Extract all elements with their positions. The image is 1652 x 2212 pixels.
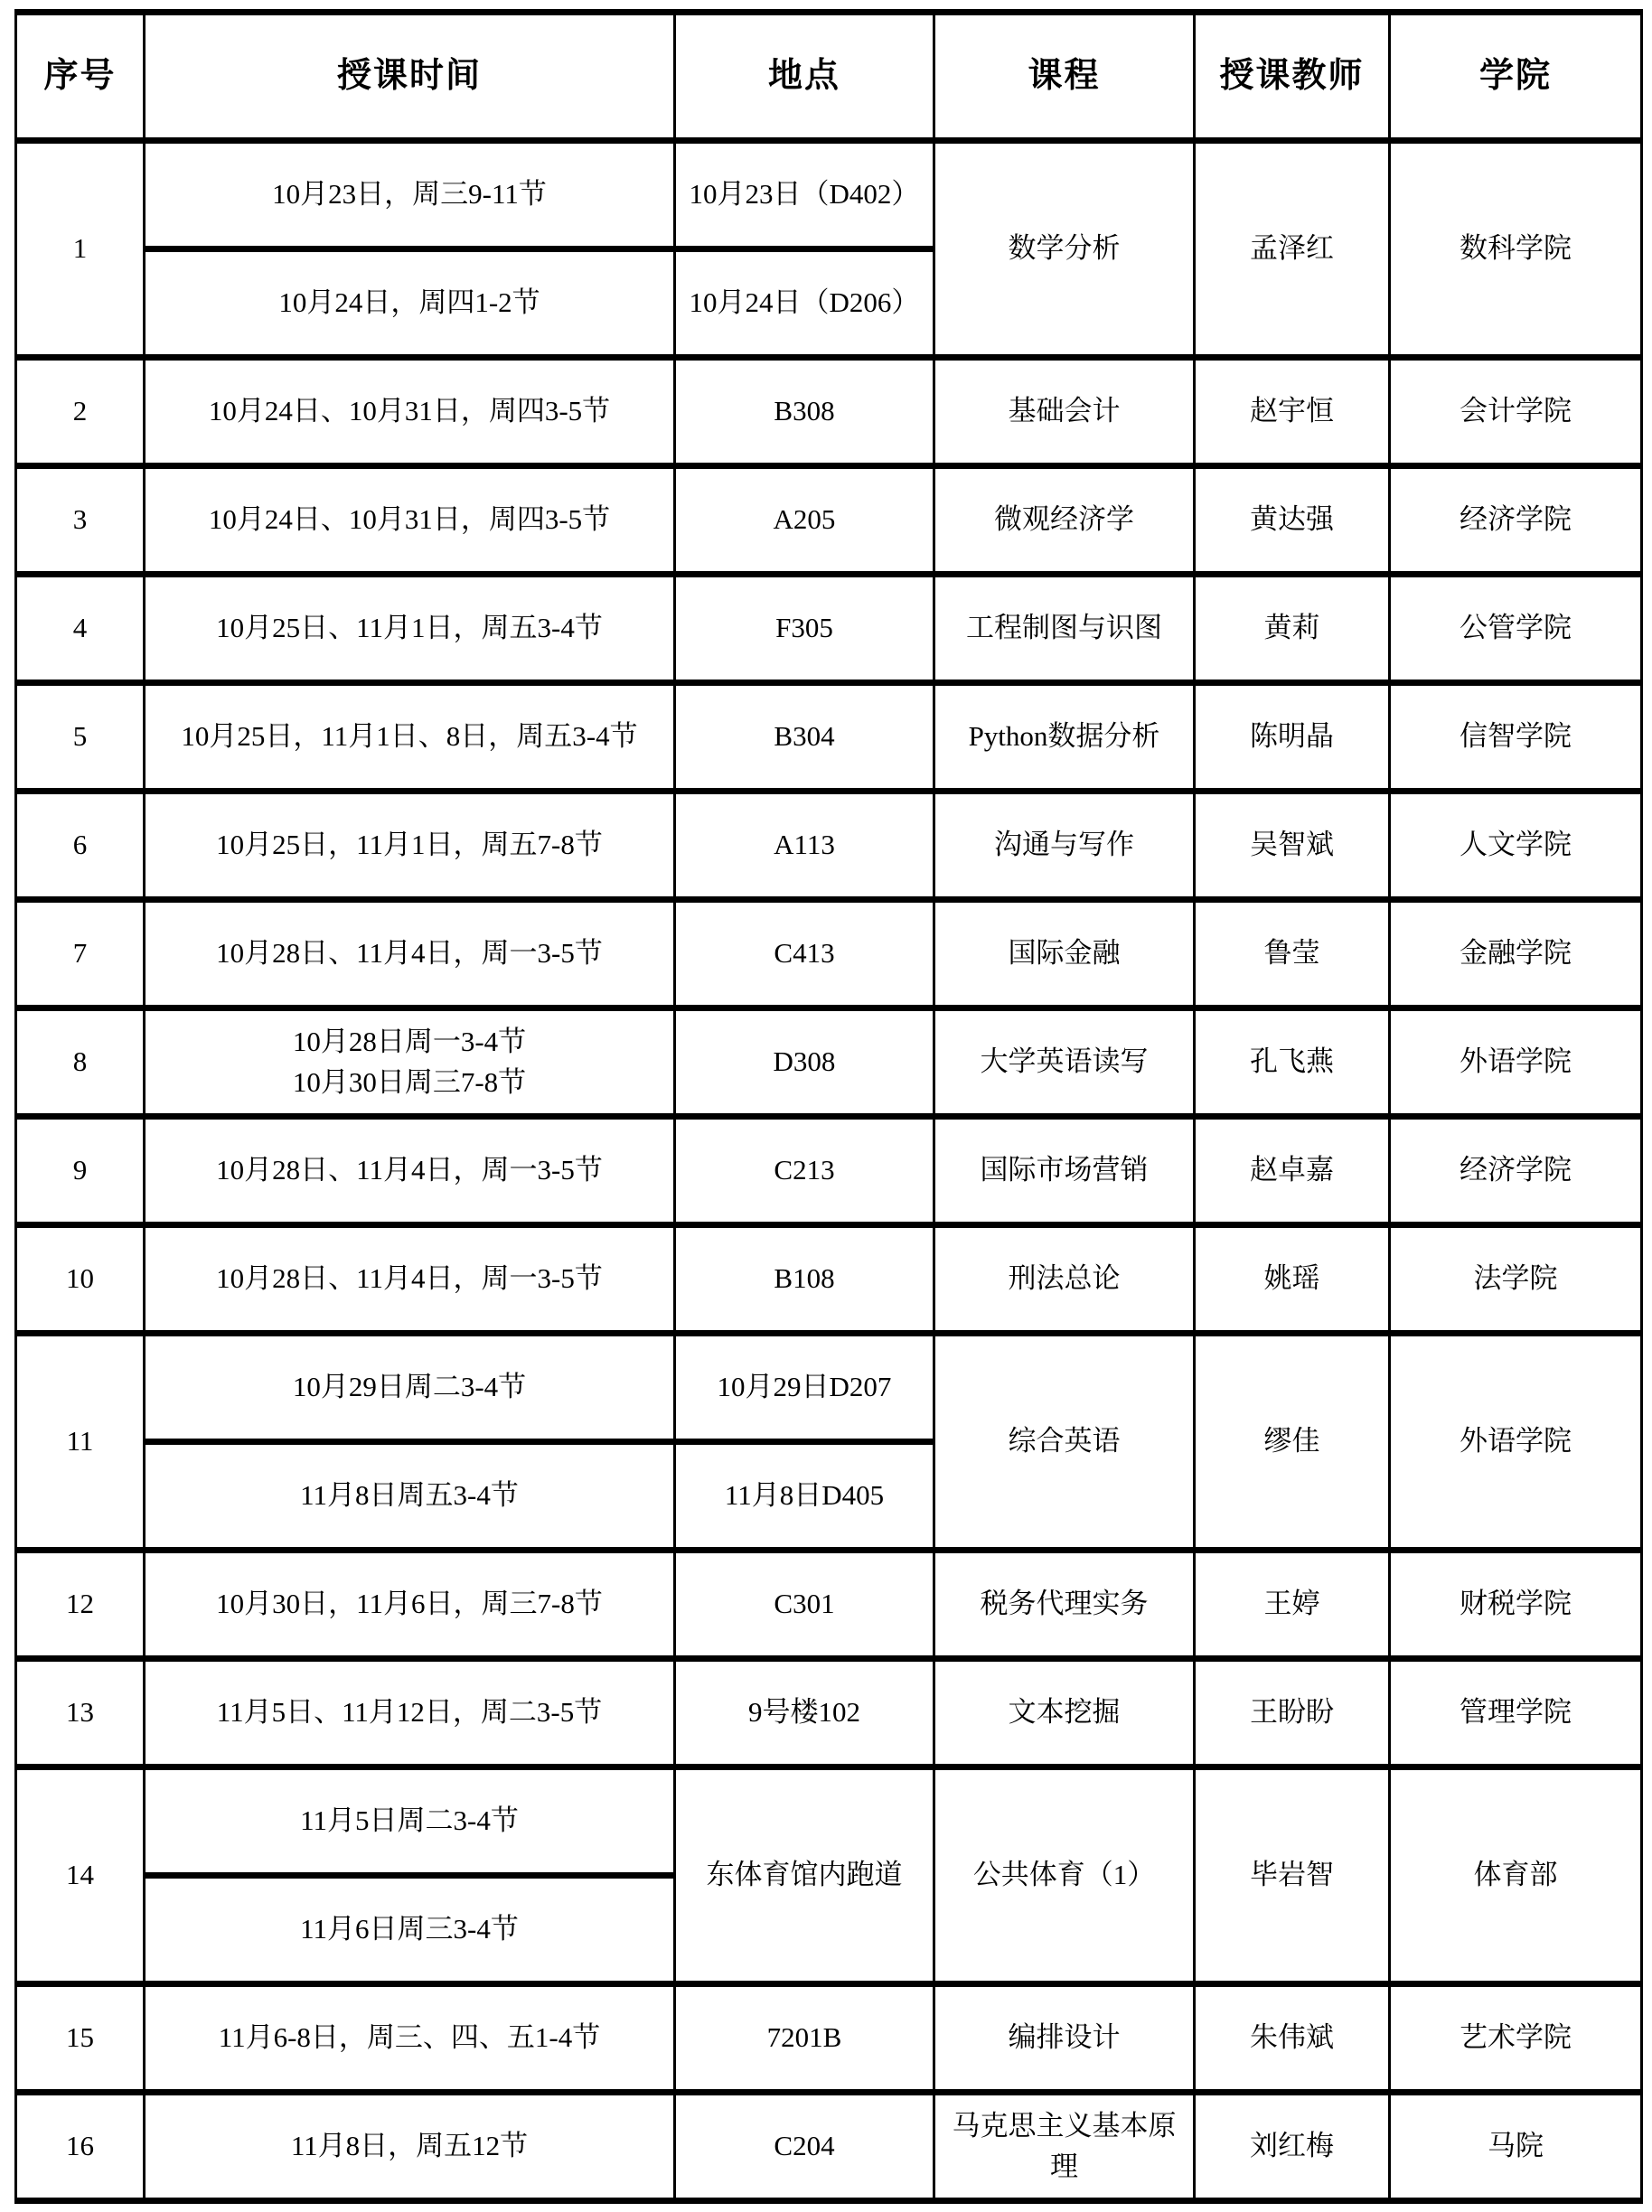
cell-location: B108 bbox=[675, 1225, 934, 1334]
cell-no: 12 bbox=[16, 1551, 145, 1659]
cell-no: 1 bbox=[16, 141, 145, 358]
cell-teacher: 赵宇恒 bbox=[1195, 358, 1390, 466]
cell-no: 4 bbox=[16, 575, 145, 683]
cell-time: 11月8日，周五12节 bbox=[145, 2093, 675, 2201]
cell-no: 6 bbox=[16, 792, 145, 900]
cell-course: 刑法总论 bbox=[934, 1225, 1195, 1334]
cell-college: 人文学院 bbox=[1390, 792, 1642, 900]
cell-college: 马院 bbox=[1390, 2093, 1642, 2201]
cell-no: 3 bbox=[16, 466, 145, 575]
cell-time: 10月25日、11月1日，周五3-4节 bbox=[145, 575, 675, 683]
table-row bbox=[16, 358, 1642, 466]
cell-location: F305 bbox=[675, 575, 934, 683]
cell-time: 10月29日周二3-4节 bbox=[145, 1334, 675, 1442]
cell-no: 5 bbox=[16, 683, 145, 792]
cell-teacher: 毕岩智 bbox=[1195, 1767, 1390, 1984]
cell-time: 10月24日、10月31日，周四3-5节 bbox=[145, 466, 675, 575]
header-time: 授课时间 bbox=[145, 13, 675, 141]
cell-location: C213 bbox=[675, 1117, 934, 1225]
cell-location: 10月29日D207 bbox=[675, 1334, 934, 1442]
cell-location: B308 bbox=[675, 358, 934, 466]
cell-college: 信智学院 bbox=[1390, 683, 1642, 792]
table-header-row bbox=[16, 13, 1642, 141]
cell-location: 东体育馆内跑道 bbox=[675, 1767, 934, 1984]
cell-time: 10月28日、11月4日，周一3-5节 bbox=[145, 900, 675, 1008]
table-row bbox=[16, 1008, 1642, 1117]
cell-location: 9号楼102 bbox=[675, 1659, 934, 1767]
cell-teacher: 缪佳 bbox=[1195, 1334, 1390, 1551]
cell-college: 经济学院 bbox=[1390, 466, 1642, 575]
cell-college: 外语学院 bbox=[1390, 1334, 1642, 1551]
table-row bbox=[16, 792, 1642, 900]
cell-location: C413 bbox=[675, 900, 934, 1008]
cell-course: 基础会计 bbox=[934, 358, 1195, 466]
cell-time: 11月5日、11月12日，周二3-5节 bbox=[145, 1659, 675, 1767]
cell-time: 10月25日，11月1日，周五7-8节 bbox=[145, 792, 675, 900]
cell-course: 大学英语读写 bbox=[934, 1008, 1195, 1117]
cell-time: 10月25日，11月1日、8日，周五3-4节 bbox=[145, 683, 675, 792]
cell-time: 10月24日，周四1-2节 bbox=[145, 249, 675, 358]
table-row bbox=[16, 1551, 1642, 1659]
cell-time: 10月24日、10月31日，周四3-5节 bbox=[145, 358, 675, 466]
cell-location: A113 bbox=[675, 792, 934, 900]
table-row bbox=[16, 1225, 1642, 1334]
cell-teacher: 鲁莹 bbox=[1195, 900, 1390, 1008]
cell-teacher: 赵卓嘉 bbox=[1195, 1117, 1390, 1225]
cell-location: 10月23日（D402） bbox=[675, 141, 934, 249]
cell-teacher: 黄达强 bbox=[1195, 466, 1390, 575]
table-row bbox=[16, 2093, 1642, 2201]
cell-course: 文本挖掘 bbox=[934, 1659, 1195, 1767]
cell-location: B304 bbox=[675, 683, 934, 792]
cell-no: 2 bbox=[16, 358, 145, 466]
cell-college: 经济学院 bbox=[1390, 1117, 1642, 1225]
cell-teacher: 陈明晶 bbox=[1195, 683, 1390, 792]
cell-teacher: 朱伟斌 bbox=[1195, 1984, 1390, 2093]
cell-no: 7 bbox=[16, 900, 145, 1008]
cell-course: Python数据分析 bbox=[934, 683, 1195, 792]
table-row bbox=[16, 900, 1642, 1008]
cell-teacher: 王婷 bbox=[1195, 1551, 1390, 1659]
cell-location: 7201B bbox=[675, 1984, 934, 2093]
cell-no: 11 bbox=[16, 1334, 145, 1551]
header-college: 学院 bbox=[1390, 13, 1642, 141]
cell-location: C204 bbox=[675, 2093, 934, 2201]
cell-course: 国际市场营销 bbox=[934, 1117, 1195, 1225]
cell-location: D308 bbox=[675, 1008, 934, 1117]
table-row bbox=[16, 1659, 1642, 1767]
cell-time: 11月8日周五3-4节 bbox=[145, 1442, 675, 1551]
cell-college: 会计学院 bbox=[1390, 358, 1642, 466]
cell-no: 14 bbox=[16, 1767, 145, 1984]
cell-time: 11月6日周三3-4节 bbox=[145, 1876, 675, 1984]
cell-teacher: 姚瑶 bbox=[1195, 1225, 1390, 1334]
cell-course: 税务代理实务 bbox=[934, 1551, 1195, 1659]
cell-teacher: 刘红梅 bbox=[1195, 2093, 1390, 2201]
cell-no: 16 bbox=[16, 2093, 145, 2201]
cell-course: 数学分析 bbox=[934, 141, 1195, 358]
table-row bbox=[16, 683, 1642, 792]
cell-course: 综合英语 bbox=[934, 1334, 1195, 1551]
table-row bbox=[16, 1767, 1642, 1876]
cell-college: 公管学院 bbox=[1390, 575, 1642, 683]
cell-time: 10月28日、11月4日，周一3-5节 bbox=[145, 1117, 675, 1225]
cell-time: 10月23日，周三9-11节 bbox=[145, 141, 675, 249]
cell-no: 15 bbox=[16, 1984, 145, 2093]
cell-teacher: 黄莉 bbox=[1195, 575, 1390, 683]
table-row bbox=[16, 1334, 1642, 1442]
table-row bbox=[16, 575, 1642, 683]
cell-course: 编排设计 bbox=[934, 1984, 1195, 2093]
cell-time: 11月6-8日，周三、四、五1-4节 bbox=[145, 1984, 675, 2093]
cell-course: 沟通与写作 bbox=[934, 792, 1195, 900]
cell-college: 管理学院 bbox=[1390, 1659, 1642, 1767]
cell-no: 8 bbox=[16, 1008, 145, 1117]
cell-location: 11月8日D405 bbox=[675, 1442, 934, 1551]
course-schedule-table bbox=[14, 9, 1643, 2204]
cell-college: 财税学院 bbox=[1390, 1551, 1642, 1659]
cell-time bbox=[145, 1008, 675, 1117]
cell-college: 法学院 bbox=[1390, 1225, 1642, 1334]
table-row bbox=[16, 1984, 1642, 2093]
header-location: 地点 bbox=[675, 13, 934, 141]
header-no: 序号 bbox=[16, 13, 145, 141]
cell-college: 艺术学院 bbox=[1390, 1984, 1642, 2093]
time-line-1: 10月28日周一3-4节 bbox=[292, 1025, 527, 1057]
cell-time: 10月30日，11月6日，周三7-8节 bbox=[145, 1551, 675, 1659]
header-course: 课程 bbox=[934, 13, 1195, 141]
cell-college: 金融学院 bbox=[1390, 900, 1642, 1008]
cell-teacher: 孔飞燕 bbox=[1195, 1008, 1390, 1117]
cell-location: A205 bbox=[675, 466, 934, 575]
cell-college: 体育部 bbox=[1390, 1767, 1642, 1984]
cell-course: 微观经济学 bbox=[934, 466, 1195, 575]
cell-teacher: 吴智斌 bbox=[1195, 792, 1390, 900]
cell-no: 10 bbox=[16, 1225, 145, 1334]
table-row bbox=[16, 1117, 1642, 1225]
table-row bbox=[16, 141, 1642, 249]
cell-teacher: 孟泽红 bbox=[1195, 141, 1390, 358]
cell-course: 国际金融 bbox=[934, 900, 1195, 1008]
table-row bbox=[16, 466, 1642, 575]
cell-time: 10月28日、11月4日，周一3-5节 bbox=[145, 1225, 675, 1334]
cell-teacher: 王盼盼 bbox=[1195, 1659, 1390, 1767]
cell-college: 外语学院 bbox=[1390, 1008, 1642, 1117]
cell-location: C301 bbox=[675, 1551, 934, 1659]
cell-course: 马克思主义基本原理 bbox=[934, 2093, 1195, 2201]
header-teacher: 授课教师 bbox=[1195, 13, 1390, 141]
cell-college: 数科学院 bbox=[1390, 141, 1642, 358]
cell-no: 13 bbox=[16, 1659, 145, 1767]
cell-course: 公共体育（1） bbox=[934, 1767, 1195, 1984]
cell-course: 工程制图与识图 bbox=[934, 575, 1195, 683]
cell-time: 11月5日周二3-4节 bbox=[145, 1767, 675, 1876]
time-line-2: 10月30日周三7-8节 bbox=[292, 1065, 527, 1098]
cell-no: 9 bbox=[16, 1117, 145, 1225]
cell-location: 10月24日（D206） bbox=[675, 249, 934, 358]
